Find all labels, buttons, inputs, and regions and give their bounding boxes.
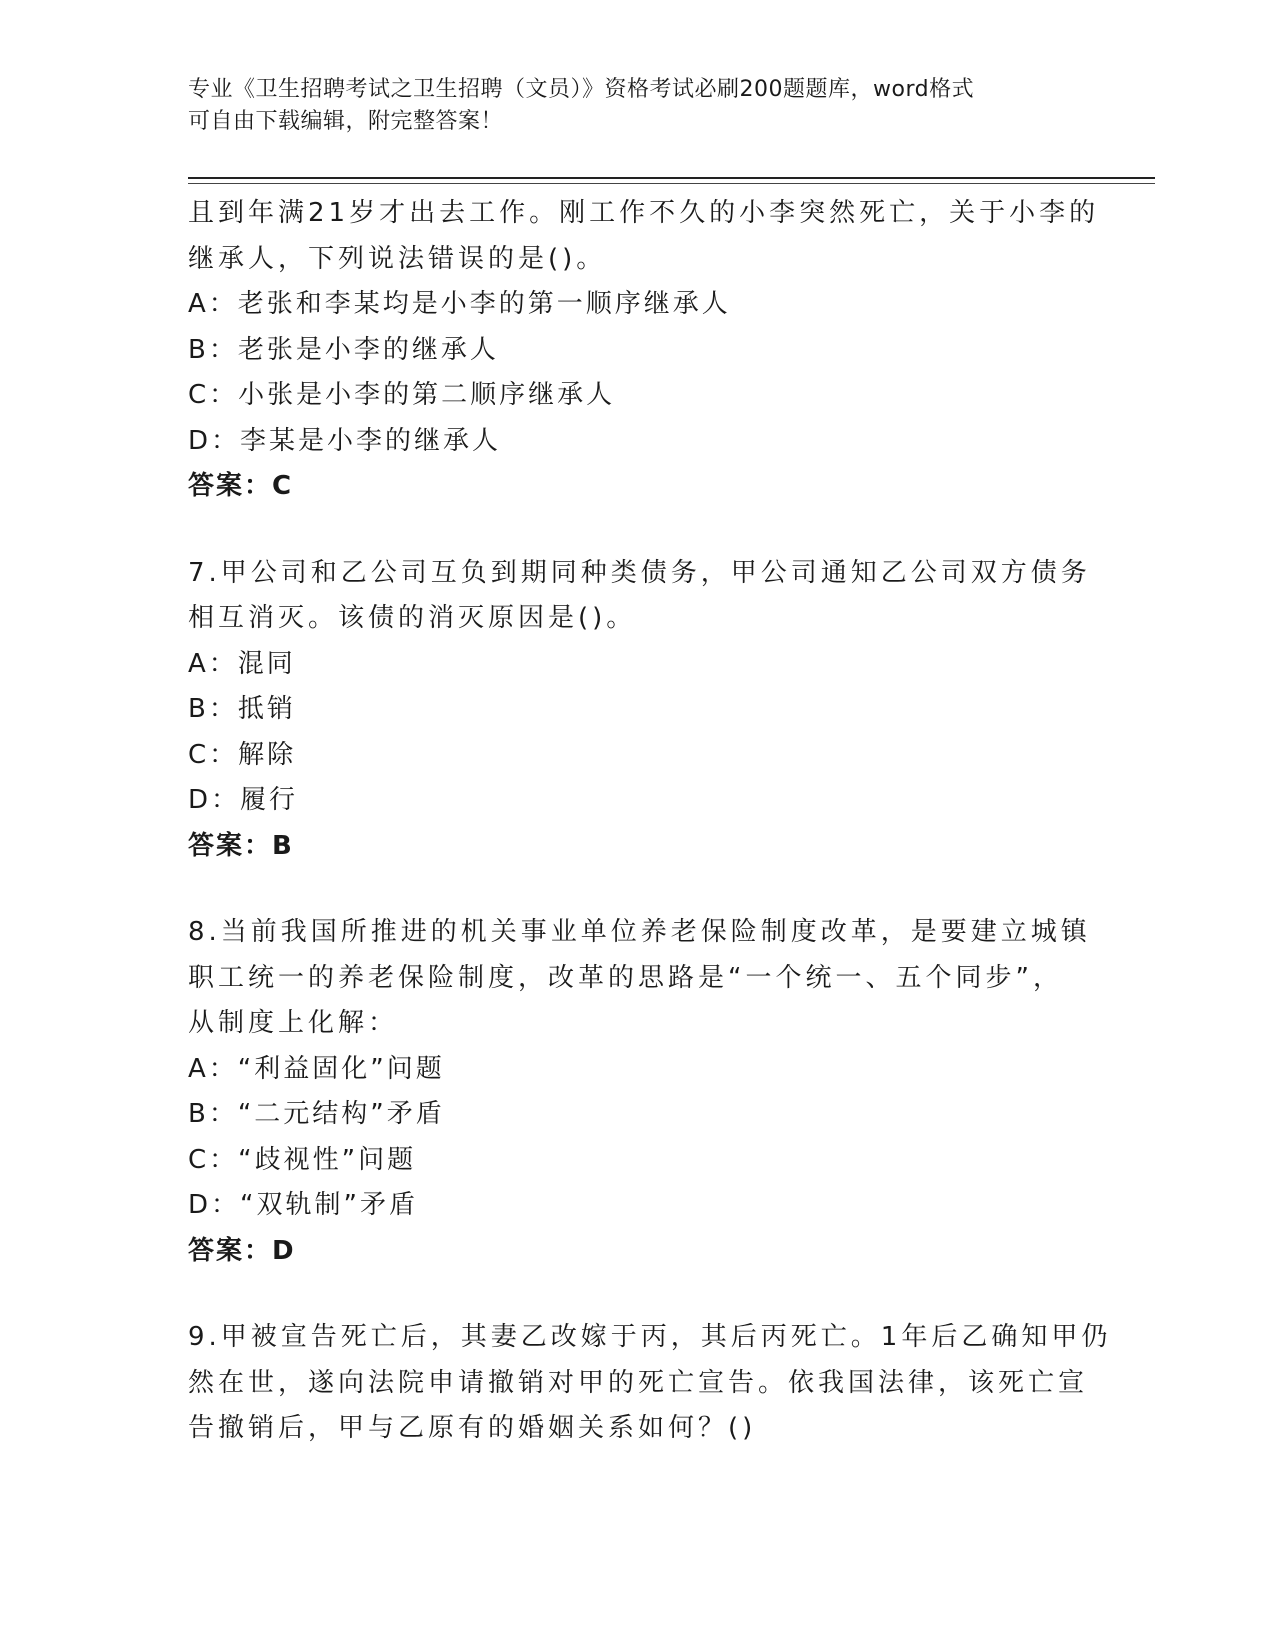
question-6-option-b: B：老张是小李的继承人 xyxy=(188,334,499,365)
question-7-option-a: A：混同 xyxy=(188,648,296,679)
question-6-text-line-2: 继承人，下列说法错误的是()。 xyxy=(188,243,607,274)
question-9 xyxy=(188,1315,1112,1452)
question-8-option-c: C：“歧视性”问题 xyxy=(188,1144,417,1175)
question-6-option-a: A：老张和李某均是小李的第一顺序继承人 xyxy=(188,289,731,319)
spacer xyxy=(188,869,1088,910)
question-8-option-b: B：“二元结构”矛盾 xyxy=(188,1099,445,1129)
question-7-option-b: B：抵销 xyxy=(188,694,296,724)
spacer xyxy=(188,510,1088,551)
question-content xyxy=(188,191,1112,1452)
document-header xyxy=(188,74,1068,138)
question-9-text-line-1: 9.甲被宣告死亡后，其妻乙改嫁于丙，其后丙死亡。1年后乙确知甲仍 xyxy=(188,1322,1112,1352)
question-8-text-line-2: 职工统一的养老保险制度，改革的思路是“一个统一、五个同步”， xyxy=(188,962,1063,993)
header-line-1: 专业《卫生招聘考试之卫生招聘（文员）》资格考试必刷200题题库，word格式 xyxy=(188,77,975,102)
question-9-text-line-3: 告撤销后，甲与乙原有的婚姻关系如何？() xyxy=(188,1413,757,1443)
question-8-option-a: A：“利益固化”问题 xyxy=(188,1053,445,1084)
header-rule-thin xyxy=(188,183,1155,184)
question-6-text-line-1: 且到年满21岁才出去工作。刚工作不久的小李突然死亡，关于小李的 xyxy=(188,198,1100,228)
spacer xyxy=(188,1274,1088,1315)
question-6-option-d: D：李某是小李的继承人 xyxy=(188,425,502,456)
question-7-text-line-1: 7.甲公司和乙公司互负到期同种类债务，甲公司通知乙公司双方债务 xyxy=(188,557,1091,588)
question-6-option-c: C：小张是小李的第二顺序继承人 xyxy=(188,380,616,410)
question-7 xyxy=(188,551,1091,870)
question-7-text-line-2: 相互消灭。该债的消灭原因是()。 xyxy=(188,603,637,633)
header-line-2: 可自由下载编辑，附完整答案！ xyxy=(188,109,504,134)
question-7-option-d: D：履行 xyxy=(188,785,299,815)
question-9-text-line-2: 然在世，遂向法院申请撤销对甲的死亡宣告。依我国法律，该死亡宣 xyxy=(188,1367,1089,1398)
question-8-text-line-3: 从制度上化解： xyxy=(188,1008,399,1038)
question-8-option-d: D：“双轨制”矛盾 xyxy=(188,1190,418,1220)
question-6 xyxy=(188,191,1100,510)
question-7-answer: 答案：B xyxy=(188,830,294,861)
question-8-text-line-1: 8.当前我国所推进的机关事业单位养老保险制度改革，是要建立城镇 xyxy=(188,917,1091,947)
question-8 xyxy=(188,910,1091,1274)
header-rule-thick xyxy=(188,177,1155,179)
question-7-option-c: C：解除 xyxy=(188,739,297,770)
question-6-answer: 答案：C xyxy=(188,471,294,501)
question-8-answer: 答案：D xyxy=(188,1235,296,1266)
